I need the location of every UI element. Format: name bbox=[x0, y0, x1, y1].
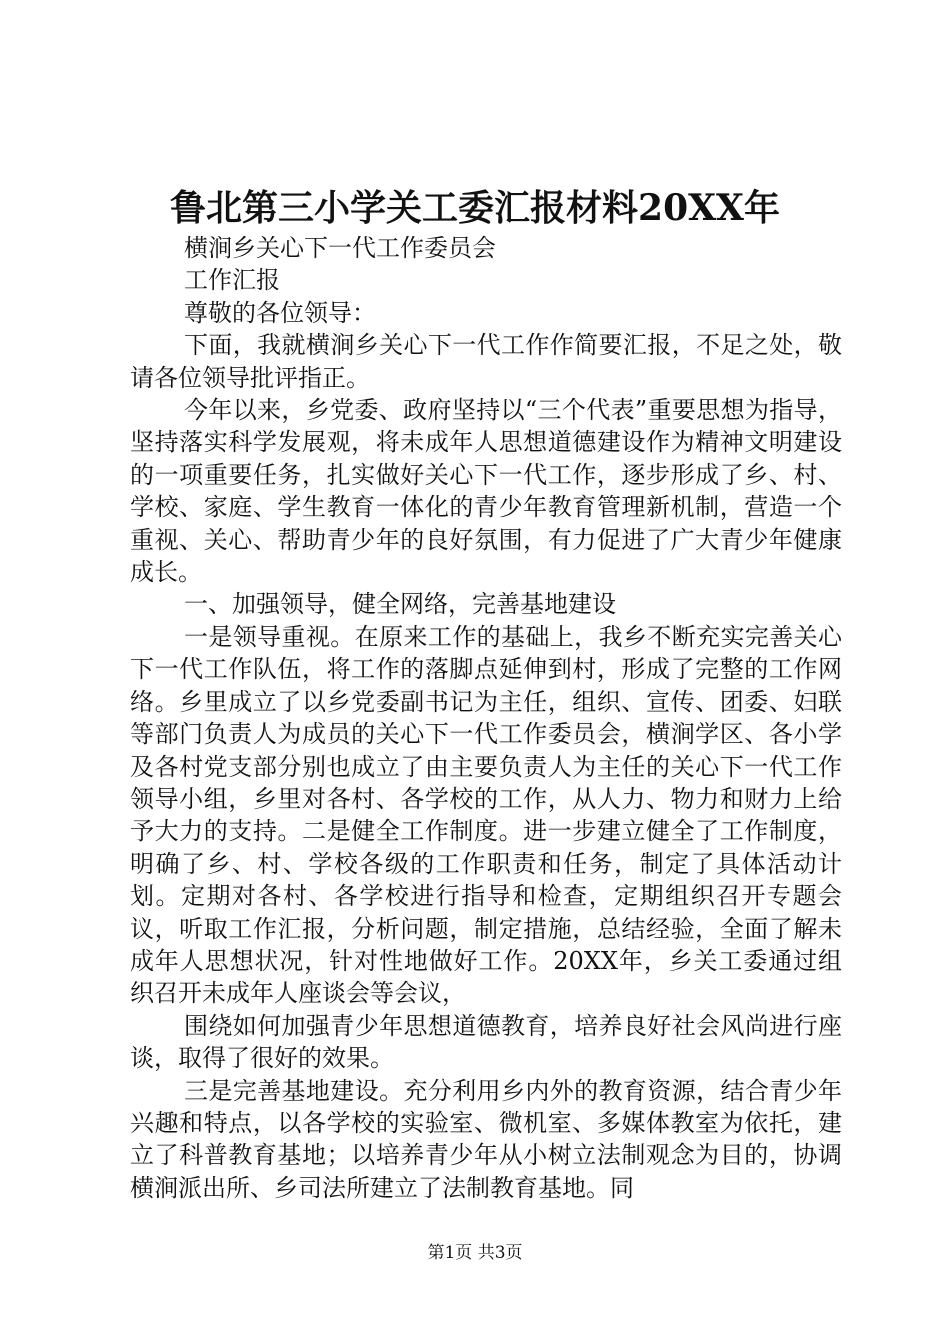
page-number-footer: 第1页 共3页 bbox=[427, 1243, 523, 1263]
paragraph-salutation: 尊敬的各位领导： bbox=[184, 298, 376, 327]
paragraph-intro: 下面，我就横涧乡关心下一代工作作简要汇报，不足之处，敬请各位领导批评指正。 bbox=[130, 331, 842, 392]
paragraph-overview: 今年以来，乡党委、政府坚持以“三个代表”重要思想为指导，坚持落实科学发展观，将未成年人思想道德建设作为精神文明建设的一项重要任务，扎实做好关心下一代工作，逐步形成了乡、村、学校、家庭、学生教育一体化的青少年教育管理新机制，营造一个重视、关心、帮助青少年的良好氛围，有力促进了广大青少年健康成长。 bbox=[130, 396, 842, 587]
document-title: 鲁北第三小学关工委汇报材料20XX年 bbox=[170, 187, 780, 229]
paragraph-report-label: 工作汇报 bbox=[184, 266, 280, 295]
paragraph-committee-name: 横涧乡关心下一代工作委员会 bbox=[184, 234, 496, 262]
paragraph-symposium: 围绕如何加强青少年思想道德教育，培养良好社会风尚进行座谈，取得了很好的效果。 bbox=[130, 1011, 842, 1073]
section-heading-1: 一、加强领导，健全网络，完善基地建设 bbox=[184, 590, 616, 619]
paragraph-base-construction: 三是完善基地建设。充分利用乡内外的教育资源，结合青少年兴趣和特点，以各学校的实验室、微机室、多媒体教室为依托，建立了科普教育基地；以培养青少年从小树立法制观念为目的，协调横涧派出所、乡司法所建立了法制教育基地。同 bbox=[130, 1076, 842, 1202]
paragraph-leadership: 一是领导重视。在原来工作的基础上，我乡不断充实完善关心下一代工作队伍，将工作的落脚点延伸到村，形成了完整的工作网络。乡里成立了以乡党委副书记为主任，组织、宣传、团委、妇联等部门负责人为成员的关心下一代工作委员会，横涧学区、各小学及各村党支部分别也成立了由主要负责人为主任的关心下一代工作领导小组，乡里对各村、各学校的工作，从人力、物力和财力上给予大力的支持。二是健全工作制度。进一步建立健全了工作制度，明确了乡、村、学校各级的工作职责和任务，制定了具体活动计划。定期对各村、各学校进行指导和检查，定期组织召开专题会议，听取工作汇报，分析问题，制定措施，总结经验，全面了解未成年人思想状况，针对性地做好工作。20XX年，乡关工委通过组织召开未成年人座谈会等会议， bbox=[130, 622, 842, 1008]
document-body bbox=[130, 232, 842, 1204]
